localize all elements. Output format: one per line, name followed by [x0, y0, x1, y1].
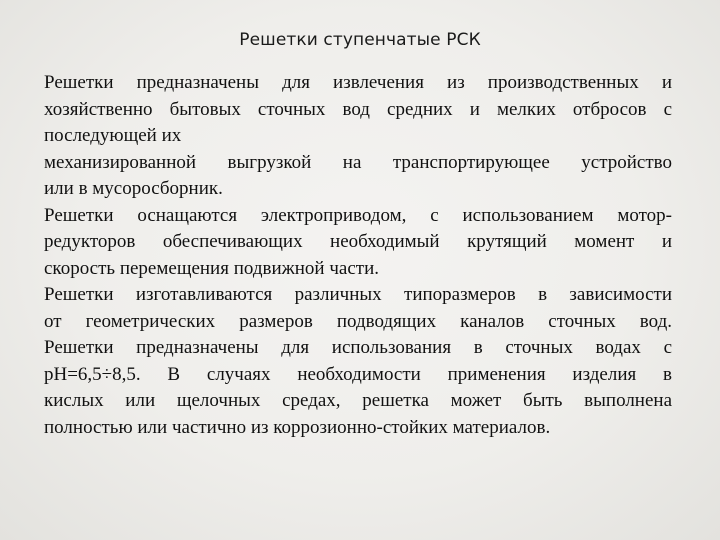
body-line: Решетки предназначены для использования в сточных водах с	[44, 337, 672, 358]
body-line: кислых или щелочных средах, решетка может быть выполнена	[44, 390, 672, 411]
body-line: механизированной выгрузкой на транспортирующее устройство	[44, 151, 672, 173]
body-line: Решетки оснащаются электроприводом, с использованием мотор-	[44, 204, 672, 226]
body-line: полностью или частично из коррозионно-стойких материалов.	[44, 416, 551, 438]
slide-title: Решетки ступенчатые РСК	[239, 30, 481, 50]
body-line: Решетки изготавливаются различных типоразмеров в зависимости	[44, 284, 672, 305]
body-line: скорость перемещения подвижной части.	[44, 257, 379, 279]
slide-body	[44, 70, 672, 441]
body-line: pH=6,5÷8,5. В случаях необходимости применения изделия в	[44, 363, 672, 385]
body-line: последующей их	[44, 125, 182, 146]
body-line: редукторов обеспечивающих необходимый крутящий момент и	[44, 231, 672, 252]
body-line: хозяйственно бытовых сточных вод средних и мелких отбросов с	[44, 98, 672, 120]
body-line: от геометрических размеров подводящих каналов сточных вод.	[44, 310, 672, 332]
body-line: Решетки предназначены для извлечения из производственных и	[44, 72, 672, 93]
body-line: или в мусоросборник.	[44, 178, 223, 199]
